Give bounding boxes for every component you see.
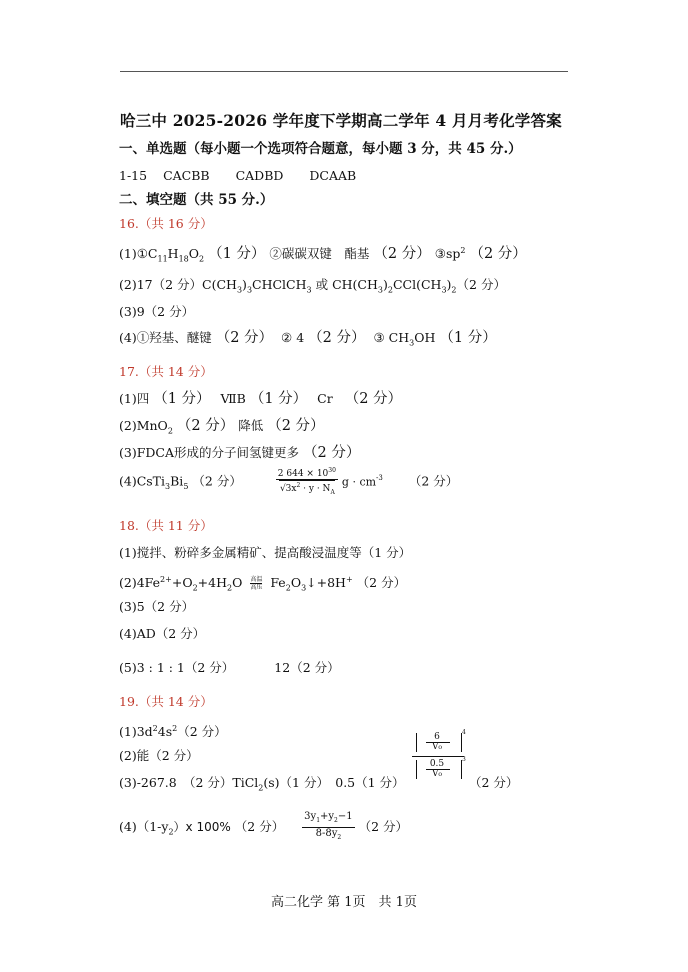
q18-answer-3: (3)5（2 分） [119,599,195,614]
density-fraction: $\frac{2 644 \times 10^{30}}{√3x^2 \cdot y \cdot N_A}$ [277,467,336,496]
section1-heading: 一、单选题（每小题一个选项符合题意，每小题 3 分，共 45 分.） [119,141,522,157]
q17-answer-4: $(4)CsTi_3Bi_5$ （2 分） $\frac{2 644 \times 10^{30}}{√3x^2 \cdot y \cdot N_A}$ $g \cdot cm^{-3}$ （2 分） [119,467,459,496]
q18-heading: 18.（共 11 分） [119,518,213,533]
page-footer: 高二化学 第 1页 共 1页 [271,895,417,910]
q17-answer-3: (3)FDCA形成的分子间氢键更多 （2 分） [119,445,361,461]
q16-heading: 16.（共 16 分） [119,216,213,231]
q19-answer-3: (3)-267.8 （2 分）TiCl$_2$(s)（1 分） 0.5（1 分） [119,775,405,793]
q18-answer-1: (1)搅拌、粉碎多金属精矿、提高酸浸温度等（1 分） [119,545,412,560]
q18-answer-2: $(2)4Fe^{2+}+O_2+4H_2O$ 高温 高压 $Fe_2O_3↓+8H^+$ （2 分） [119,575,407,593]
q17-answer-2: (2)MnO$_2$ （2 分） 降低 （2 分） [119,418,325,436]
mc-group-2: CADBD [235,168,284,183]
q19-answer-4: $(4)(1-y_2)x$ 100% （2 分） $\frac{3y_1+y_2-1}{8-8y_2}$ （2 分） [119,811,408,844]
q17-heading: 17.（共 14 分） [119,364,213,379]
reaction-condition: 高温 高压 [250,576,263,592]
q16-answer-1: $(1)①C_{11}H_{18}O_2$ （1 分） ②碳碳双键 酯基 （2 分） $③sp^2$ （2 分） [119,246,527,264]
q16-answer-4: (4)①羟基、醚键 （2 分） ② 4 （2 分） ③ $CH_3OH$ （1 分） [119,330,497,348]
q19-answer-2: (2)能（2 分） [119,748,199,763]
q16-answer-2: (2)17（2 分）$C(CH_3)_3CHClCH_3$ 或 $CH(CH_3)_2CCl(CH_3)_2(2$ 分） [119,277,506,295]
mc-group-3: DCAAB [309,168,357,183]
kp-expression: 6 V₀ 4 0.5 V₀ 3 [412,731,468,787]
q18-answer-4: (4)AD（2 分） [119,626,206,641]
q19-answer-3-score: （2 分） [469,775,519,790]
q16-answer-3: (3)9（2 分） [119,304,195,319]
section2-heading: 二、填空题（共 55 分.） [119,192,274,208]
page-title: 哈三中 2025-2026 学年度下学期高二学年 4 月月考化学答案 [120,111,562,130]
header-rule [120,71,568,72]
mc-group-1: CACBB [163,168,210,183]
q19-fraction: $\frac{3y_1+y_2-1}{8-8y_2}$ [304,811,353,841]
q19-heading: 19.（共 14 分） [119,694,213,709]
q19-answer-1: $(1)3d^24s^2(2$ 分） [119,724,227,740]
q17-answer-1: (1)四 （1 分） ⅦB （1 分） Cr （2 分） [119,391,403,407]
q18-answer-5: (5)3 : 1 : 1（2 分） 12（2 分） [119,660,340,675]
mc-answers [119,168,356,184]
mc-range: 1-15 [119,168,148,183]
